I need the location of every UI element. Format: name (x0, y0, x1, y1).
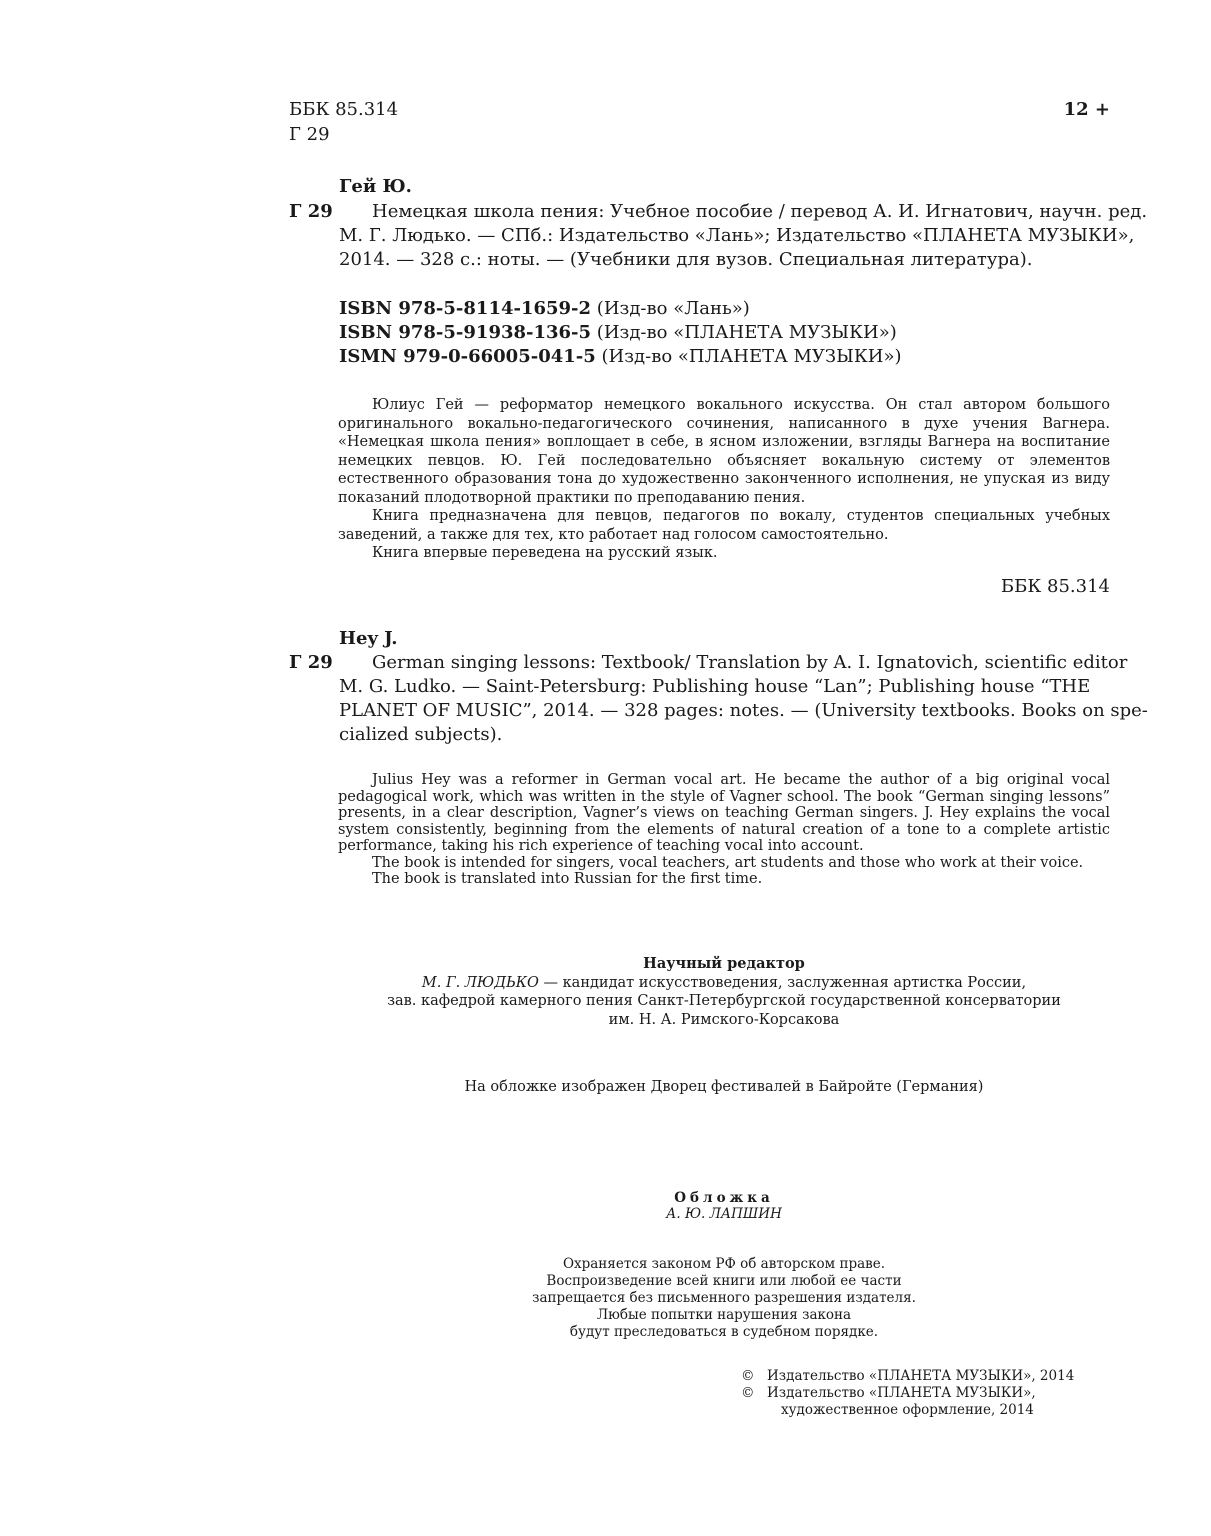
ru-line-3: 2014. — 328 с.: ноты. — (Учебники для вузов. Специальная литература). (339, 249, 1033, 270)
ru-line-1: Немецкая школа пения: Учебное пособие / перевод А. И. Игнатович, научн. ред. (372, 201, 1148, 222)
cover-design-name: А. Ю. ЛАПШИН (666, 1206, 782, 1222)
editor-line-1 (338, 974, 1110, 993)
en-code: Г 29 (289, 652, 333, 673)
en-author: Hey J. (339, 628, 398, 649)
copyright-notice-line-3: запрещается без письменного разрешения издателя. (532, 1290, 916, 1306)
copyright-notice-line-5: будут преследоваться в судебном порядке. (569, 1324, 879, 1340)
ru-abstract-p1: Юлиус Гей — реформатор немецкого вокального искусства. Он стал автором большого оригинального вокально-педагогического сочинения, написанного в духе учения Вагнера. «Немецкая школа пения» воплощает в себе, в ясном изложении, взгляды Вагнера на воспитание немецких певцов. Ю. Гей последовательно объясняет вокальную систему от элементов естественного образования тона до художественно законченного исполнения, не упуская из виду показаний плодотворной практики по преподаванию пения. (338, 397, 1110, 506)
en-line-4: cialized subjects). (339, 724, 503, 745)
ru-line-2: М. Г. Людько. — СПб.: Издательство «Лань»; Издательство «ПЛАНЕТА МУЗЫКИ», (339, 225, 1135, 246)
copyrights (741, 1368, 1074, 1419)
copyright-symbol: © (741, 1385, 755, 1401)
ru-bbk: ББК 85.314 (1000, 576, 1110, 597)
ismn-number: ISMN 979-0-66005-041-5 (339, 346, 596, 367)
en-line-2: M. G. Ludko. — Saint-Petersburg: Publishing house “Lan”; Publishing house “THE (339, 676, 1091, 697)
copyright-notice (338, 1256, 1110, 1341)
age-rating: 12 + (1063, 99, 1110, 120)
editor-line-2: зав. кафедрой камерного пения Санкт-Петербургской государственной консерватории (387, 993, 1061, 1009)
isbn-planeta-number: ISBN 978-5-91938-136-5 (339, 322, 592, 343)
en-abstract-p3: The book is translated into Russian for the first time. (372, 871, 763, 887)
bbk-top: ББК 85.314 (289, 99, 399, 120)
copyright-notice-line-2: Воспроизведение всей книги или любой ее части (546, 1273, 902, 1289)
ismn-publisher: (Изд-во «ПЛАНЕТА МУЗЫКИ») (601, 346, 902, 367)
copyright-2 (741, 1385, 1074, 1402)
ismn-planeta (339, 345, 901, 369)
editor-line-3: им. Н. А. Римского-Корсакова (608, 1011, 840, 1028)
copyright-1-text: Издательство «ПЛАНЕТА МУЗЫКИ», 2014 (767, 1368, 1075, 1384)
ru-abstract (338, 396, 1110, 563)
isbn-lan (339, 297, 750, 321)
isbn-lan-number: ISBN 978-5-8114-1659-2 (339, 298, 592, 319)
ru-abstract-p2: Книга предназначена для певцов, педагогов по вокалу, студентов специальных учебных заведений, а также для тех, кто работает над голосом самостоятельно. (338, 508, 1110, 543)
cover-design-heading: Обложка (674, 1190, 774, 1206)
editor-credentials: — кандидат искусствоведения, заслуженная артистка России, (538, 974, 1027, 991)
en-abstract-p1: Julius Hey was a reformer in German vocal art. He became the author of a big original vocal pedagogical work, which was written in the style of Vagner school. The book “German singing lessons” presents, in a clear description, Vagner’s views on teaching German singers. J. Hey explains the vocal system consistently, beginning from the elements of natural creation of a tone to a complete artistic performance, taking his rich experience of teaching vocal into account. (338, 772, 1110, 854)
cover-note: На обложке изображен Дворец фестивалей в Байройте (Германия) (464, 1079, 984, 1095)
copyright-symbol: © (741, 1368, 755, 1384)
editor-name: М. Г. ЛЮДЬКО (421, 974, 539, 991)
en-line-1: German singing lessons: Textbook/ Translation by A. I. Ignatovich, scientific editor (372, 652, 1128, 673)
copyright-2-text: Издательство «ПЛАНЕТА МУЗЫКИ», (767, 1385, 1036, 1401)
en-line-3: PLANET OF MUSIC”, 2014. — 328 pages: notes. — (University textbooks. Books on spe- (339, 700, 1148, 721)
copyright-2-cont: художественное оформление, 2014 (781, 1402, 1034, 1418)
isbn-planeta-publisher: (Изд-во «ПЛАНЕТА МУЗЫКИ») (596, 322, 897, 343)
copyright-notice-line-4: Любые попытки нарушения закона (596, 1307, 852, 1323)
copyright-1 (741, 1368, 1074, 1385)
isbn-lan-publisher: (Изд-во «Лань») (596, 298, 750, 319)
isbn-planeta (339, 321, 897, 345)
cover-design-block (338, 1190, 1110, 1222)
editor-heading: Научный редактор (643, 955, 805, 972)
en-abstract-p2: The book is intended for singers, vocal teachers, art students and those who work at their voice. (372, 854, 1084, 871)
code-top: Г 29 (289, 124, 330, 145)
en-abstract (338, 772, 1110, 888)
ru-abstract-p3: Книга впервые переведена на русский язык. (372, 545, 718, 561)
ru-author: Гей Ю. (339, 176, 412, 197)
copyright-notice-line-1: Охраняется законом РФ об авторском праве. (562, 1256, 886, 1272)
ru-code: Г 29 (289, 201, 333, 222)
editor-block (338, 955, 1110, 1029)
